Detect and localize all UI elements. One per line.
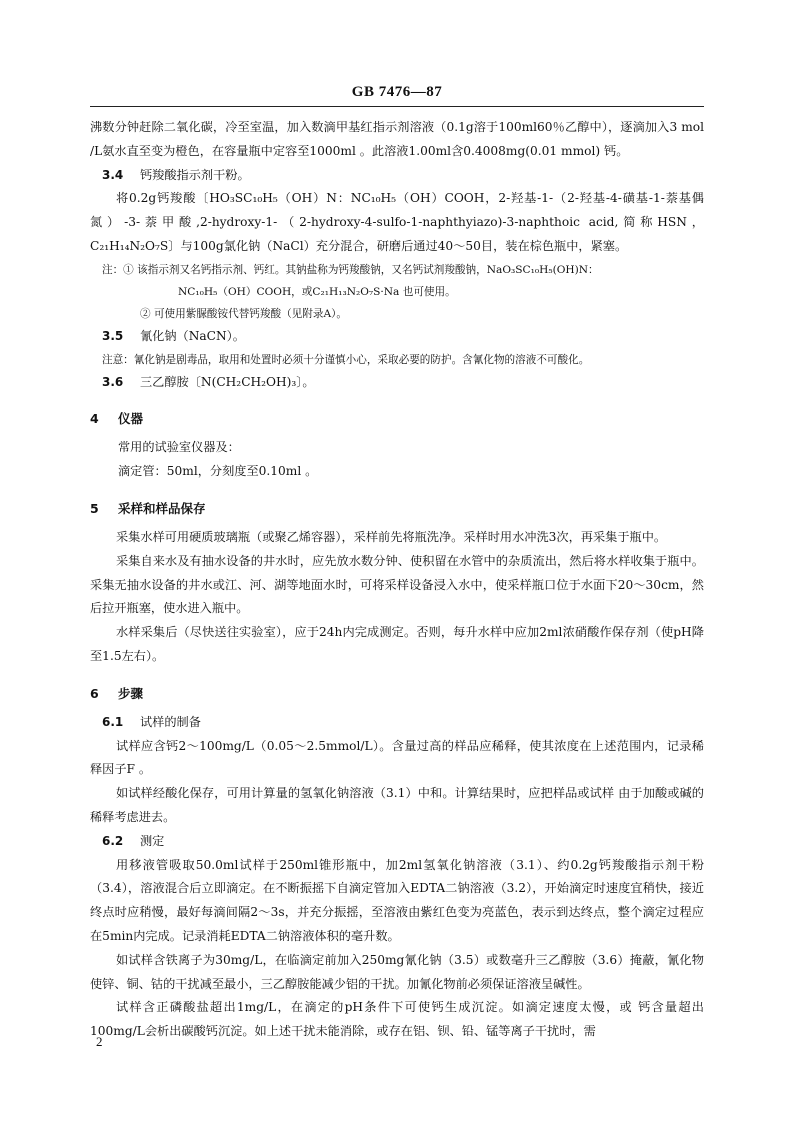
subsection-title: 氰化钠（NaCN）。 — [140, 328, 245, 343]
paragraph-4-b: 滴定管：50ml，分刻度至0.10ml 。 — [118, 464, 318, 479]
note-1-line-1: 注：① 该指示剂又名钙指示剂、钙红。其钠盐称为钙羧酸钠，又名钙试剂羧酸钠，NaO₃SC₁₀H₅(OH)N： — [102, 263, 599, 276]
section-number: 4 — [90, 411, 99, 427]
subsection-6-2 — [90, 830, 704, 854]
subsection-title: 试样的制备 — [140, 714, 201, 729]
note-1-line-2: NC₁₀H₅（OH）COOH，或C₂₁H₁₃N₂O₇S·Na 也可使用。 — [178, 285, 456, 298]
header-rule — [90, 106, 704, 107]
section-heading-6 — [90, 683, 704, 705]
paragraph-6-1-b: 如试样经酸化保存，可用计算量的氢氧化钠溶液（3.1）中和。计算结果时，应把样品或试样 由于加酸或碱的稀释考虑进去。 — [90, 786, 704, 824]
paragraph-3-4: 将0.2g钙羧酸〔HO₃SC₁₀H₅（OH）N：NC₁₀H₅（OH）COOH，2-羟基-1-（2-羟基-4-磺基-1-萘基偶氮）-3-萘甲酸,2-hydroxy-1-（2-hydroxy-4-sulfo-1-naphthyiazo)-3-naphthoic acid,简称HSN，C₂₁H₁₄N₂O₇S〕与100g氯化钠（NaCl）充分混合，研磨后通过40～50目，装在棕色瓶中，紧塞。 — [90, 191, 704, 253]
section-title: 仪器 — [118, 411, 144, 427]
paragraph-6-1-a: 试样应含钙2～100mg/L（0.05～2.5mmol/L）。含量过高的样品应稀释，使其浓度在上述范围内，记录稀释因子F 。 — [90, 738, 704, 777]
section-number: 6 — [90, 685, 99, 701]
section-title: 采样和样品保存 — [118, 500, 206, 516]
paragraph-5-c: 水样采集后（尽快送往实验室），应于24h内完成测定。否则，每升水样中应加2ml浓硝酸作保存剂（使pH降至1.5左右）。 — [90, 625, 704, 663]
subsection-3-5 — [90, 325, 704, 349]
paragraph-6-2-a: 用移液管吸取50.0ml试样于250ml锥形瓶中，加2ml氢氧化钠溶液（3.1）、约0.2g钙羧酸指示剂干粉（3.4），溶液混合后立即滴定。在不断振摇下自滴定管加入EDTA二钠溶液（3.2），开始滴定时速度宜稍快，接近终点时应稍慢，最好每滴间隔2～3s，并充分振摇，至溶液由紫红色变为亮蓝色，表示到达终点，整个滴定过程应在5min内完成。记录消耗EDTA二钠溶液体积的毫升数。 — [90, 857, 704, 943]
subsection-3-4 — [90, 164, 704, 188]
section-heading-5 — [90, 498, 704, 520]
page-body — [90, 116, 704, 1044]
paragraph-6-2-c: 试样含正磷酸盐超出1mg/L，在滴定的pH条件下可使钙生成沉淀。如滴定速度太慢，或 钙含量超出100mg/L会析出碳酸钙沉淀。如上述干扰未能消除，或存在铝、钡、铅、锰等离子干扰时，需 — [90, 1000, 704, 1039]
caution-note: 注意：氰化钠是剧毒品，取用和处置时必须十分谨慎小心，采取必要的防护。含氰化物的溶液不可酸化。 — [102, 353, 590, 366]
subsection-number: 3.6 — [102, 374, 124, 389]
subsection-number: 3.5 — [102, 328, 124, 343]
page-number: 2 — [96, 1034, 103, 1049]
subsection-title: 测定 — [140, 833, 165, 848]
paragraph-6-2-b: 如试样含铁离子为30mg/L，在临滴定前加入250mg氰化钠（3.5）或数毫升三乙醇胺（3.6）掩蔽，氰化物使锌、铜、钴的干扰减至最小，三乙醇胺能减少铝的干扰。加氰化物前必须保证溶液呈碱性。 — [90, 952, 704, 991]
subsection-number: 3.4 — [102, 167, 124, 182]
note-2: ② 可使用紫脲酸铵代替钙羧酸（见附录A）。 — [140, 307, 347, 320]
standard-number-header: GB 7476—87 — [351, 84, 443, 100]
paragraph-4-a: 常用的试验室仪器及： — [118, 440, 240, 455]
section-number: 5 — [90, 500, 99, 516]
subsection-6-1 — [90, 711, 704, 735]
subsection-title: 钙羧酸指示剂干粉。 — [140, 167, 250, 182]
subsection-title: 三乙醇胺〔N(CH₂CH₂OH)₃〕。 — [140, 374, 315, 389]
subsection-number: 6.2 — [102, 833, 124, 848]
paragraph-5-a: 采集水样可用硬质玻璃瓶（或聚乙烯容器），采样前先将瓶洗净。采样时用水冲洗3次，再采集于瓶中。 — [116, 529, 667, 544]
paragraph-5-b: 采集自来水及有抽水设备的井水时，应先放水数分钟、使积留在水管中的杂质流出，然后将水样收集于瓶中。采集无抽水设备的井水或江、河、湖等地面水时，可将采样设备浸入水中，使采样瓶口位于水面下20～30cm，然后拉开瓶塞，使水进入瓶中。 — [90, 553, 704, 616]
section-heading-4 — [90, 408, 704, 430]
subsection-number: 6.1 — [102, 714, 124, 729]
subsection-3-6 — [90, 371, 704, 395]
section-title: 步骤 — [118, 685, 144, 701]
paragraph-continued: 沸数分钟赶除二氧化碳，冷至室温，加入数滴甲基红指示剂溶液（0.1g溶于100ml60％乙醇中），逐滴加入3 mol /L氨水直至变为橙色，在容量瓶中定容至1000ml 。此溶液1.00ml含0.4008mg(0.01 mmol) 钙。 — [90, 120, 704, 158]
